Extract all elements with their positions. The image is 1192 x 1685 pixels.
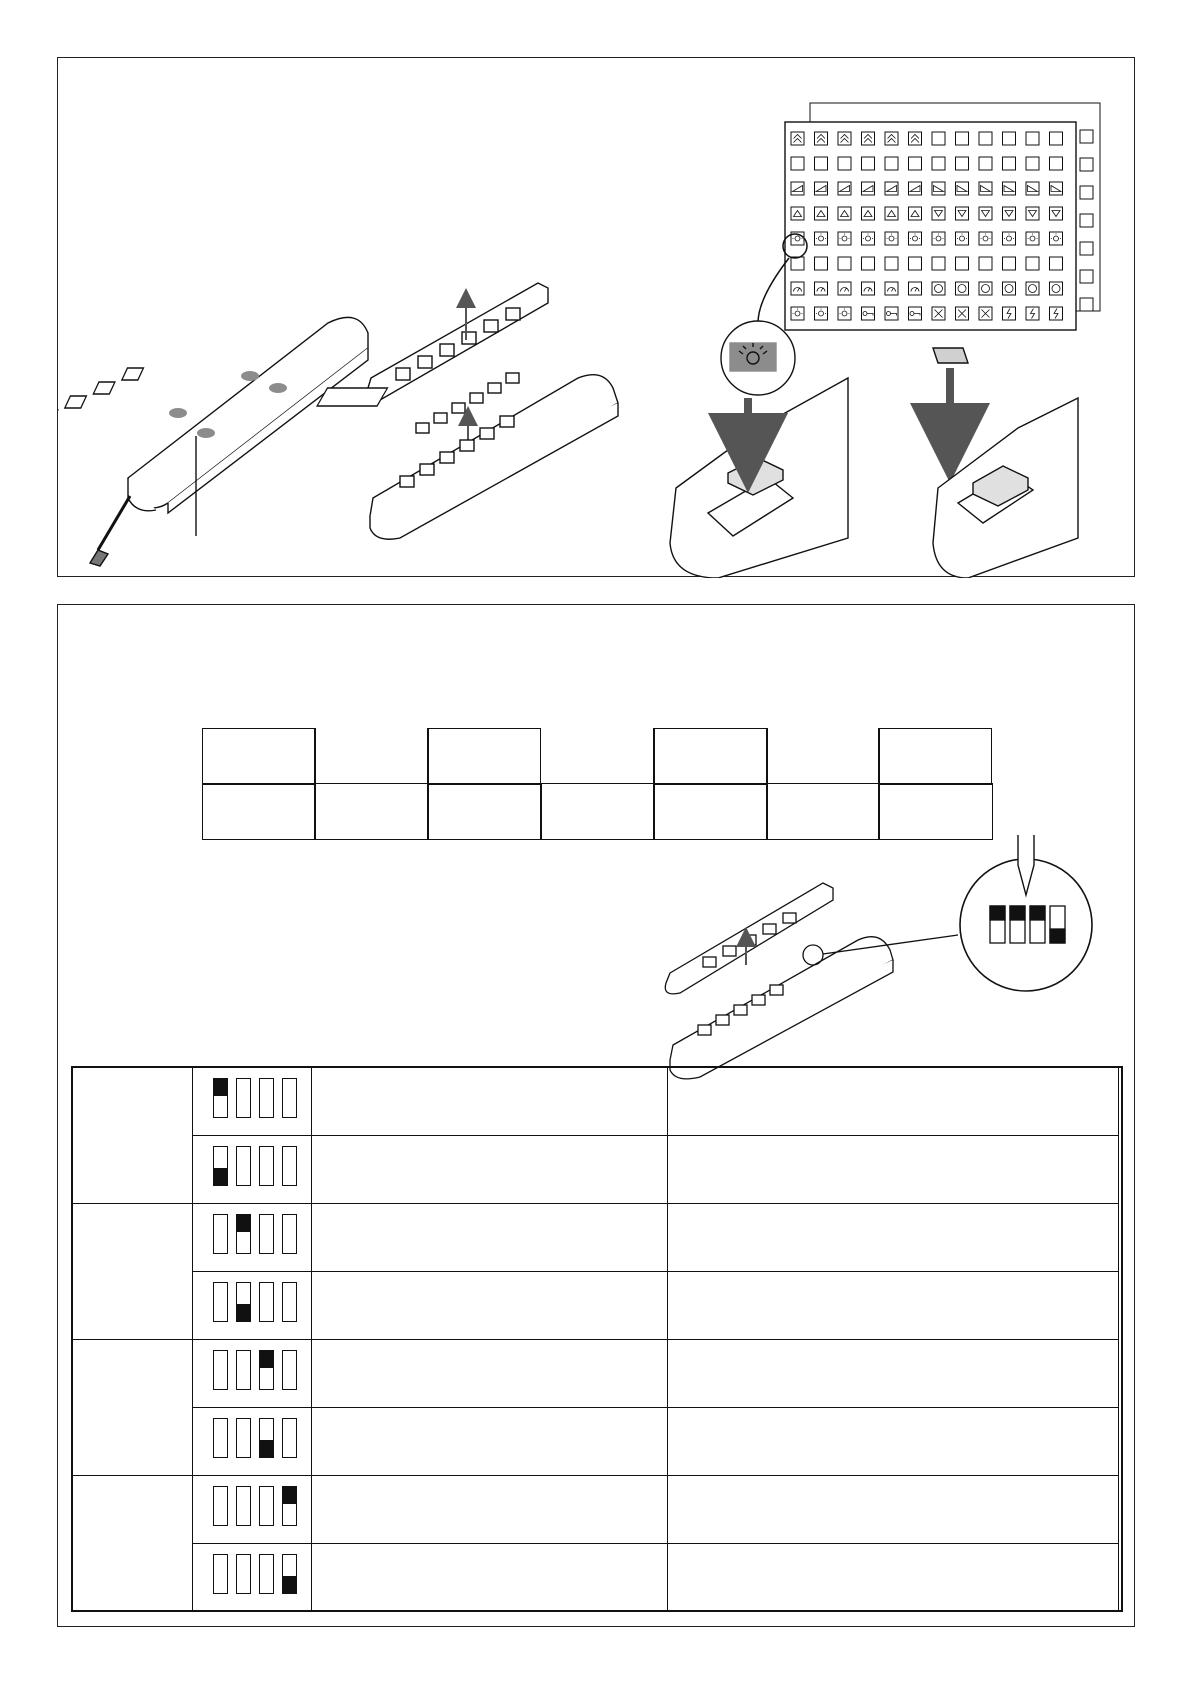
dip-switch-3: [259, 1418, 274, 1458]
pictogram-blank-icon: [932, 157, 945, 170]
dip-switch-zoom: [960, 835, 1092, 991]
screwdriver-icon: [1018, 835, 1034, 895]
dip-switch-diagram: [192, 1203, 312, 1272]
pictogram-blank-icon: [956, 132, 969, 145]
key-inserted-detail: [933, 348, 1078, 578]
pictogram-blank-icon: [1003, 132, 1016, 145]
setting-function-cell: [667, 1203, 1119, 1272]
dip-switch-block-zoom: [990, 906, 1065, 943]
pictogram-sheet: [758, 103, 1100, 330]
setting-description-cell: [311, 1271, 668, 1340]
setting-function-cell: [667, 1407, 1119, 1476]
dip-switch-4: [282, 1554, 297, 1594]
remote-cover-open-icon: [665, 883, 958, 1079]
dip-switch-2: [236, 1554, 251, 1594]
pictogram-blank-icon: [979, 257, 992, 270]
dip-switch-lever: [260, 1440, 273, 1457]
dip-switch-diagram: [192, 1407, 312, 1476]
pictogram-dimmer-icon: [815, 282, 828, 295]
setting-function-cell: [667, 1543, 1119, 1612]
clip-highlight-2: [197, 428, 215, 438]
pictogram-up-icon: [791, 207, 804, 220]
pictogram-blank-icon: [956, 257, 969, 270]
pictogram-dimmer-icon: [838, 282, 851, 295]
dip-switch-diagram: [192, 1135, 312, 1204]
code-table-row: [202, 783, 993, 840]
code-table-header-1: [202, 728, 315, 785]
remote-opening-icon: [58, 317, 368, 566]
code-table-header-3: [428, 728, 541, 785]
dip-switch-3: [259, 1486, 274, 1526]
pictogram-blank-icon: [909, 257, 922, 270]
dip-switch-1: [213, 1486, 228, 1526]
pictogram-down-icon: [956, 207, 969, 220]
dip-switch-4: [282, 1282, 297, 1322]
dip-switch-2: [236, 1486, 251, 1526]
clip-highlight-4: [269, 383, 287, 393]
pictogram-up-icon: [838, 207, 851, 220]
pictogram-blank-icon: [1003, 157, 1016, 170]
setting-description-cell: [311, 1407, 668, 1476]
pictogram-blank-icon: [885, 157, 898, 170]
dip-switch-3: [259, 1554, 274, 1594]
pictogram-cycle-icon: [932, 282, 945, 295]
dip-switch-3: [259, 1078, 274, 1118]
pictogram-blank-icon: [1003, 257, 1016, 270]
pictogram-dimmer-icon: [862, 282, 875, 295]
pictogram-up-icon: [909, 207, 922, 220]
pictogram-dimmer-icon: [909, 282, 922, 295]
dip-switch-lever: [260, 1351, 273, 1368]
dip-switch-diagram: [192, 1475, 312, 1544]
pictogram-cycle-icon: [1050, 282, 1063, 295]
dip-switch-lever: [214, 1168, 227, 1185]
code-table: [202, 728, 992, 838]
dip-switch-1: [213, 1146, 228, 1186]
setting-function-cell: [667, 1339, 1119, 1408]
dip-switch-4: [282, 1350, 297, 1390]
pictogram-blank-icon: [838, 157, 851, 170]
dip-switch-1: [213, 1214, 228, 1254]
pictogram-blank-icon: [791, 157, 804, 170]
dip-switch-4: [282, 1418, 297, 1458]
pictogram-down-icon: [1003, 207, 1016, 220]
setting-function-cell: [667, 1271, 1119, 1340]
pictogram-down-icon: [1026, 207, 1039, 220]
dip-switch-2: [236, 1214, 251, 1254]
pictogram-up-icon: [885, 207, 898, 220]
screwdriver-icon: [98, 496, 130, 550]
pictogram-blank-icon: [956, 157, 969, 170]
illustration-panel-bottom: [57, 604, 1135, 1627]
pictogram-blank-icon: [932, 132, 945, 145]
dip-switch-lever: [237, 1304, 250, 1321]
dip-switch-2: [236, 1078, 251, 1118]
group-label-switch-2: [72, 1203, 193, 1340]
pictogram-blank-icon: [1026, 157, 1039, 170]
pictogram-blank-icon: [1050, 132, 1063, 145]
dip-switch-4: [282, 1214, 297, 1254]
pictogram-dimmer-icon: [791, 282, 804, 295]
group-label-switch-3: [72, 1339, 193, 1476]
pictogram-cycle-icon: [1003, 282, 1016, 295]
pictogram-blank-icon: [885, 257, 898, 270]
dip-switch-4: [282, 1146, 297, 1186]
dip-switch-diagram: [192, 1067, 312, 1136]
setting-function-cell: [667, 1135, 1119, 1204]
pictogram-down-icon: [979, 207, 992, 220]
illustration-panel-top: [57, 57, 1135, 577]
dip-switch-3: [259, 1282, 274, 1322]
assembly-illustration: [58, 58, 1136, 578]
dip-switch-lever: [283, 1576, 296, 1593]
group-label-switch-1: [72, 1067, 193, 1204]
pictogram-blank-icon: [1050, 257, 1063, 270]
pictogram-blank-icon: [932, 257, 945, 270]
dip-switch-4: [282, 1486, 297, 1526]
dip-switch-2: [236, 1146, 251, 1186]
pictogram-cycle-icon: [979, 282, 992, 295]
group-label-switch-4: [72, 1475, 193, 1612]
pictogram-cycle-icon: [956, 282, 969, 295]
dip-switch-2: [236, 1418, 251, 1458]
pictogram-blank-icon: [862, 257, 875, 270]
pictogram-blank-icon: [909, 157, 922, 170]
pictogram-down-icon: [1050, 207, 1063, 220]
pictogram-blank-icon: [1026, 132, 1039, 145]
pictogram-blank-icon: [815, 157, 828, 170]
pictogram-blank-icon: [791, 257, 804, 270]
dip-switch-lever: [283, 1487, 296, 1504]
pictogram-blank-icon: [1050, 157, 1063, 170]
dip-switch-diagram: [192, 1271, 312, 1340]
dip-switch-4: [282, 1078, 297, 1118]
pictogram-blank-icon: [838, 257, 851, 270]
dip-switch-3: [259, 1214, 274, 1254]
pictogram-blank-icon: [979, 132, 992, 145]
dip-switch-diagram: [192, 1339, 312, 1408]
setting-function-cell: [667, 1475, 1119, 1544]
dip-switch-1: [213, 1418, 228, 1458]
setting-description-cell: [311, 1475, 668, 1544]
code-table-header-5: [654, 728, 767, 785]
dip-settings-table: [71, 1066, 1123, 1612]
light-on-icon: [730, 343, 776, 371]
dip-switch-1: [213, 1078, 228, 1118]
pictogram-blank-icon: [862, 157, 875, 170]
pictogram-blank-icon: [979, 157, 992, 170]
clip-highlight-3: [241, 371, 259, 381]
dip-switch-lever: [214, 1079, 227, 1096]
pictogram-blank-icon: [1026, 257, 1039, 270]
dip-switch-3: [259, 1350, 274, 1390]
pictogram-up-icon: [862, 207, 875, 220]
pictogram-dimmer-icon: [885, 282, 898, 295]
key-pictogram-detail: [670, 321, 848, 578]
dip-switch-3: [259, 1146, 274, 1186]
setting-function-cell: [667, 1067, 1119, 1136]
setting-description-cell: [311, 1203, 668, 1272]
dip-switch-1: [213, 1554, 228, 1594]
setting-description-cell: [311, 1067, 668, 1136]
dip-switch-2: [236, 1282, 251, 1322]
dip-switch-1: [213, 1282, 228, 1322]
dip-switch-lever: [237, 1215, 250, 1232]
clip-highlight-1: [169, 408, 187, 418]
pictogram-up-icon: [815, 207, 828, 220]
pictogram-down-icon: [932, 207, 945, 220]
dip-switch-2: [236, 1350, 251, 1390]
setting-description-cell: [311, 1135, 668, 1204]
dip-switch-diagram: [192, 1543, 312, 1612]
code-table-header-7: [879, 728, 992, 785]
pictogram-cycle-icon: [1026, 282, 1039, 295]
dip-switch-1: [213, 1350, 228, 1390]
remote-exploded-icon: [317, 283, 618, 539]
setting-description-cell: [311, 1543, 668, 1612]
setting-description-cell: [311, 1339, 668, 1408]
pictogram-blank-icon: [815, 257, 828, 270]
